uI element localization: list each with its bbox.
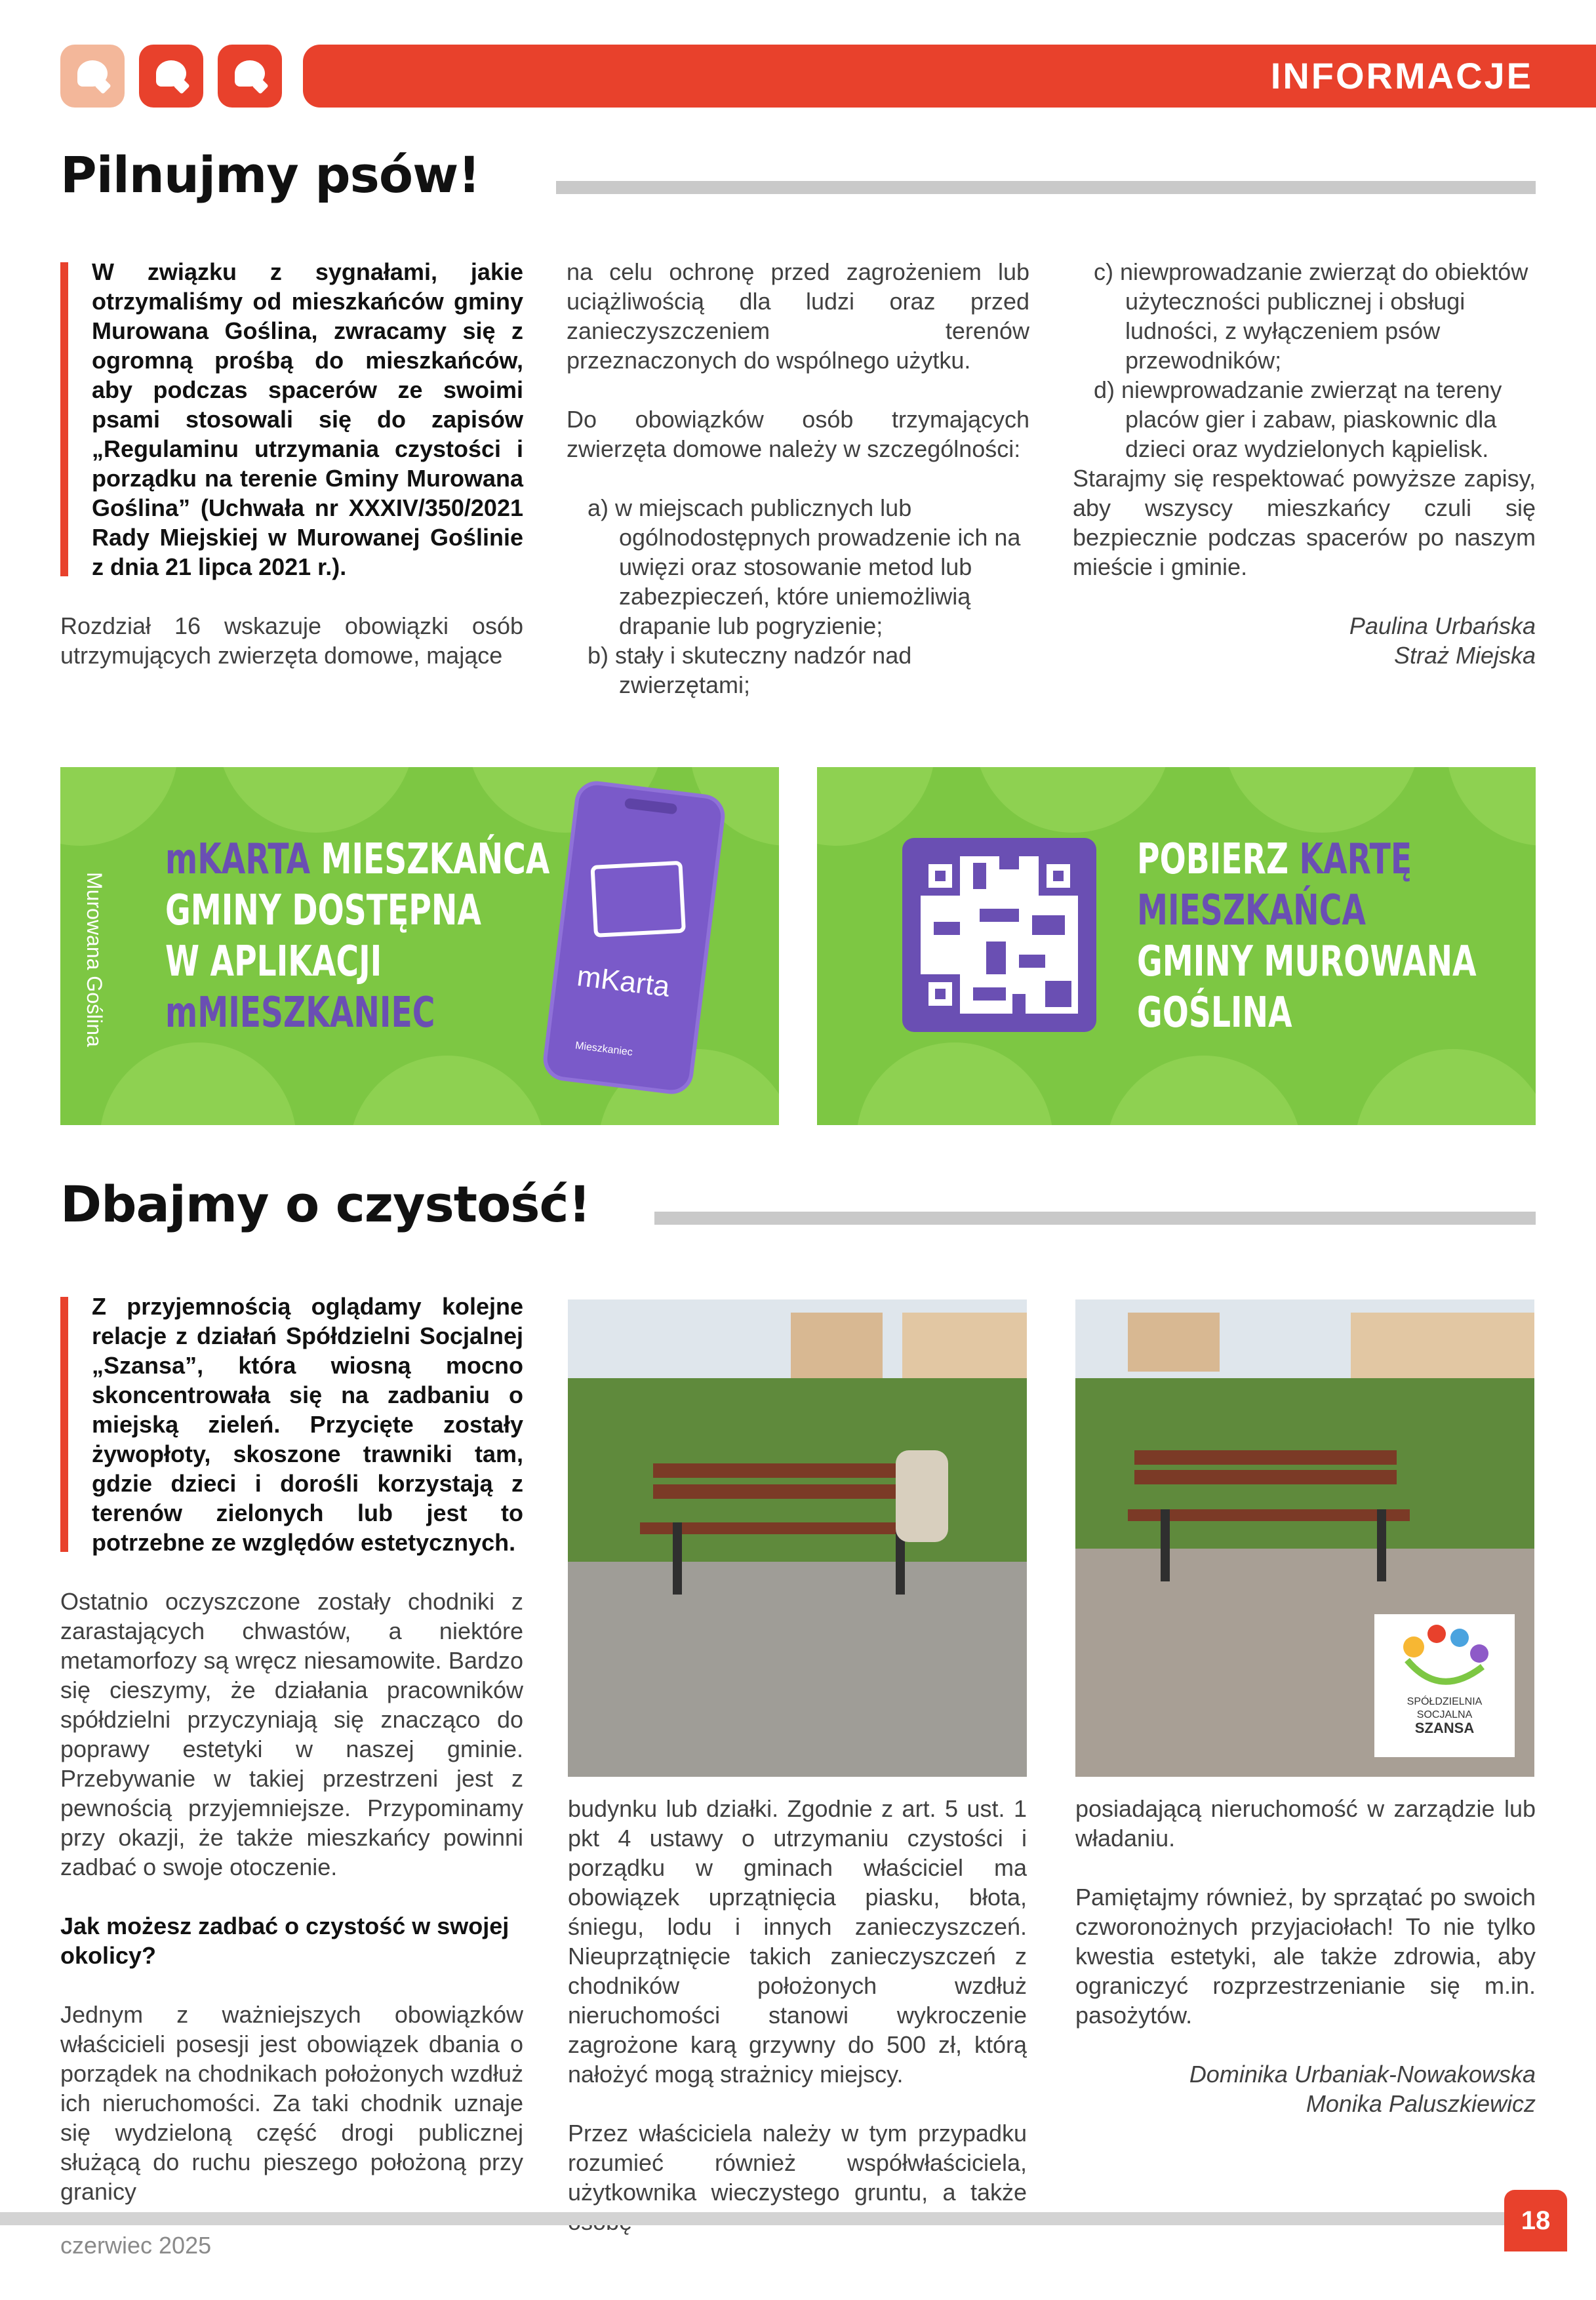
banner-headline: mKARTA MIESZKAŃCA GMINY DOSTĘPNA W APLIKACJI mMIESZKANIEC: [165, 835, 550, 1037]
section-header-bar: [303, 45, 1596, 108]
article-paragraph: Jednym z ważniejszych obowiązków właścicieli posesji jest obowiązek dbania o porządek na chodnikach położonych wzdłuż ich nieruchomości. Za taki chodnik uznaje się wydzieloną część drogi publicznej służącą do ruchu pieszego położoną przy granicy: [60, 2001, 523, 2205]
article1-column-2-content: [567, 257, 1029, 700]
title-rule: [654, 1212, 1536, 1225]
page-number: 18: [1504, 2190, 1567, 2251]
banner-headline: POBIERZ KARTĘ MIESZKAŃCA GMINY MUROWANA GOŚLINA: [1137, 835, 1477, 1037]
obligations-list-cont: [1073, 257, 1536, 464]
obligations-list: [567, 493, 1029, 700]
download-card-banner: [817, 767, 1536, 1125]
chat-bubble-icon: [139, 45, 203, 108]
chat-bubble-icon: [60, 45, 125, 108]
article2-column-2: [568, 1794, 1027, 2266]
list-item: c) niewprowadzanie zwierząt do obiektów użyteczności publicznej i obsługi ludności, z wyłączeniem psów przewodników;: [1094, 258, 1528, 374]
article-paragraph: budynku lub działki. Zgodnie z art. 5 ust. 1 pkt 4 ustawy o utrzymaniu czystości i porządku w gminach właściciel ma obowiązek uprzątnięcia piasku, błota, śniegu, lodu i innych zanieczyszczeń. Nieuprzątnięcie takich zanieczyszczeń z chodników położonych wzdłuż nieruchomości stanowi wykroczenie zagrożone karą grzywny do 500 zł, którą nałożyć mogą strażnicy miejscy.: [568, 1795, 1027, 2088]
article-paragraph: posiadającą nieruchomość w zarządzie lub władaniu.: [1075, 1795, 1536, 1852]
szansa-logo-icon: [1374, 1614, 1515, 1693]
list-item: d) niewprowadzanie zwierząt na tereny placów gier i zabaw, piaskownic dla dzieci oraz wydzielonych kąpielisk.: [1094, 376, 1502, 462]
phone-app-icon: mKarta Mieszkaniec: [541, 779, 727, 1097]
list-item: a) w miejscach publicznych lub ogólnodostępnych prowadzenie ich na uwięzi oraz stosowanie metod lub zabezpieczeń, które uniemożliwią drapanie lub pogryzienie;: [588, 494, 1021, 639]
article-paragraph: Pamiętajmy również, by sprzątać po swoich czworonożnych przyjaciołach! To nie tylko kwestia estetyki, ale także zdrowia, aby ograniczyć rozprzestrzenianie się m.in. pasożytów.: [1075, 1884, 1536, 2029]
szansa-logo: SPÓŁDZIELNIA SOCJALNA SZANSA: [1374, 1614, 1515, 1757]
bench-photo-after: [1075, 1299, 1534, 1777]
article-paragraph: Przez właściciela należy w tym przypadku rozumieć również współwłaściciela, użytkownika wieczystego gruntu, a także: [568, 2120, 1027, 2206]
closing-paragraph: Starajmy się respektować powyższe zapisy, aby wszyscy mieszkańcy czuli się bezpiecznie podczas spacerów po naszym mieście i gminie.: [1073, 465, 1536, 580]
article-lead: W związku z sygnałami, jakie otrzymaliśmy od mieszkańców gminy Murowana Goślina, zwracamy się z ogromną prośbą do mieszkańców, aby podczas spacerów ze swoimi psami stosowali się do zapisów „Regulaminu utrzymania czystości i porządku na terenie Gminy Murowana Goślina” (Uchwała nr XXXIV/350/2021 Rady Miejskiej w Murowanej Goślinie z dnia 21 lipca 2021 r.).: [60, 257, 523, 582]
article2-column-1: [60, 1292, 523, 2236]
article2-column-3: [1075, 1794, 1536, 2118]
author-org: Straż Miejska: [1393, 642, 1536, 669]
qr-code[interactable]: [902, 838, 1096, 1032]
article1-column-1: [60, 257, 523, 670]
author-name: Paulina Urbańska: [1349, 612, 1536, 639]
issue-date: czerwiec 2025: [60, 2232, 212, 2259]
mkarta-banner: [60, 767, 779, 1125]
chat-bubble-icon: [218, 45, 282, 108]
footer-rule: [0, 2212, 1515, 2225]
header-icons: [60, 45, 282, 108]
title-rule: [556, 181, 1536, 194]
author-name: Monika Paluszkiewicz: [1306, 2090, 1536, 2117]
article1-column-3: [1073, 257, 1536, 670]
article-lead: Z przyjemnością oglądamy kolejne relacje z działań Spółdzielni Socjalnej „Szansa”, która wiosną mocno skoncentrowała się na zadbaniu o miejską zieleń. Przycięte zostały żywopłoty, skoszone trawniki tam, gdzie dzieci i dorośli korzystają z terenów zielonych lub jest to potrzebne ze względów estetycznych.: [60, 1292, 523, 1557]
article-paragraph: na celu ochronę przed zagrożeniem lub uciążliwością dla ludzi oraz przed zanieczyszczeniem terenów przeznaczonych do wspólnego użytku.: [567, 258, 1029, 374]
article-paragraph: Rozdział 16 wskazuje obowiązki osób utrzymujących zwierzęta domowe, mające: [60, 612, 523, 669]
author-name: Dominika Urbaniak-Nowakowska: [1189, 2061, 1536, 2088]
list-item: b) stały i skuteczny nadzór nad zwierzętami;: [588, 642, 912, 698]
bench-photo-before: [568, 1299, 1027, 1777]
section-title: INFORMACJE: [1270, 55, 1533, 96]
municipality-logo: Murowana Goślina: [83, 872, 106, 1047]
question-heading: Jak możesz zadbać o czystość w swojej okolicy?: [60, 1913, 509, 1969]
article-title: Dbajmy o czystość!: [60, 1175, 591, 1233]
article-title: Pilnujmy psów!: [60, 146, 480, 204]
article-paragraph: Ostatnio oczyszczone zostały chodniki z zarastających chwastów, a niektóre metamorfozy są wręcz niesamowite. Bardzo się cieszymy, że działania pracowników spółdzielni przyczyniają się znacząco do poprawy estetyki w naszej gminie. Przebywanie w takiej przestrzeni jest z pewnością przyjemniejsze. Przypominamy przy okazji, że także mieszkańcy powinni zadbać o swoje otoczenie.: [60, 1588, 523, 1880]
article-paragraph: Do obowiązków osób trzymających zwierzęta domowe należy w szczególności:: [567, 406, 1029, 462]
